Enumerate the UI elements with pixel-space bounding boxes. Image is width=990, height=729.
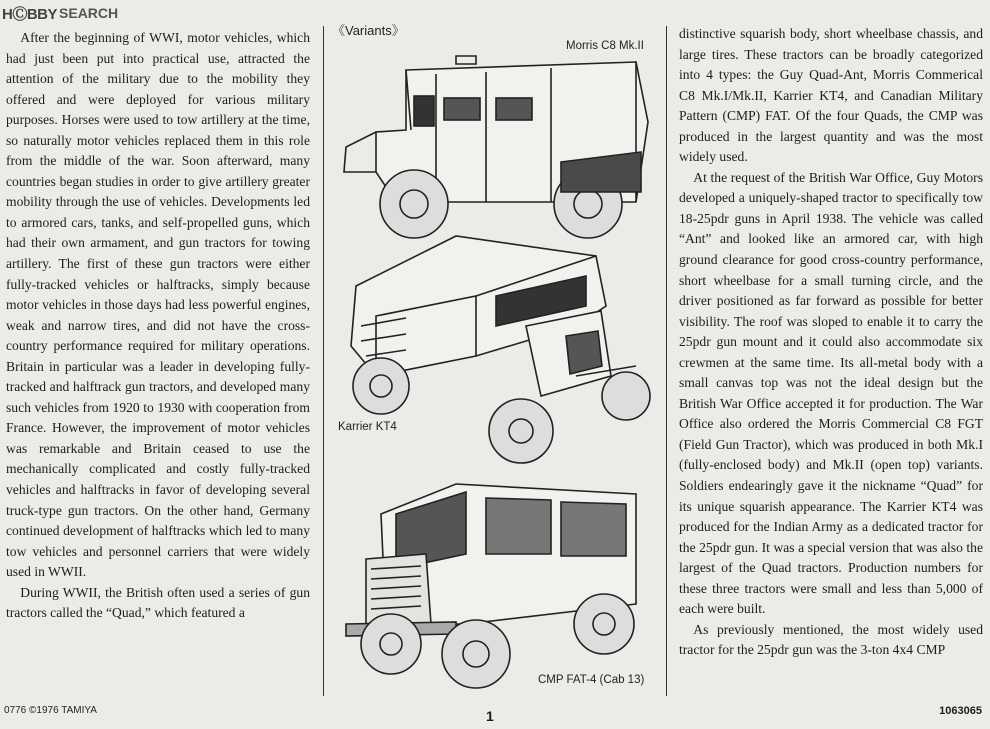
paragraph: After the beginning of WWI, motor vehicles, which had just been put into practical use, attracted the attention of the military due to the mobility they offered and were deployed for various military purposes. Horses were used to tow artillery at the time, so naturally motor vehicles replaced them in this role from the middle of the war. Soon afterward, many countries began studies in order to give artillery greater mobility through the use of vehicles. Developments led to armored cars, tanks, and self-propelled guns, which had their own armament, and gun tractors for towing artillery. The first of these gun tractors were either fully-tracked vehicles or halftracks, simply because motor vehicles in those days had less powerful engines, weak and narrow tires, and did not have the cross-country performance required for military operations. Britain in particular was a leader in developing fully-tracked and halftrack gun tractors, and developed many such vehicles from 1920 to 1930 with cooperation from France. However, the improvement of motor vehicles was remarkable and Britain ceased to use the mechanically complicated and costly fully-tracked vehicles and halftracks in favor of developing several truck-type gun tractors. On the other hand, Germany continued development of halftracks which led to many tow vehicles and personnel carriers that were widely used in WWII.	[6, 30, 310, 580]
watermark-text: SEARCH	[59, 5, 119, 21]
column-divider	[666, 26, 667, 696]
variants-heading: 《Variants》	[332, 23, 405, 38]
paragraph: As previously mentioned, the most widely used tractor for the 25pdr gun was the 3-ton 4x4 CMP	[679, 621, 983, 658]
right-text-column	[679, 24, 983, 661]
paragraph: During WWII, the British often used a series of gun tractors called the “Quad,” which featured a	[6, 584, 310, 621]
footer-copyright: 0776 ©1976 TAMIYA	[4, 705, 97, 716]
cmp-fat4-illustration	[336, 474, 656, 694]
caption-morris-c8: Morris C8 Mk.II	[566, 40, 644, 52]
variants-illustrations	[330, 18, 660, 698]
caption-karrier-kt4: Karrier KT4	[338, 421, 397, 433]
watermark-logo: HⒸBBY	[2, 5, 58, 23]
column-divider	[323, 26, 324, 696]
morris-c8-illustration	[336, 52, 656, 242]
hobbysearch-watermark	[2, 4, 118, 22]
paragraph: distinctive squarish body, short wheelbase chassis, and large tires. These tractors can be broadly categorized into 4 types: the Guy Quad-Ant, Morris Commerical C8 Mk.I/Mk.II, Karrier KT4, and Canadian Military Pattern (CMP) FAT. Of the four Quads, the CMP was produced in the largest quantity and was the most widely used.	[679, 26, 983, 165]
footer-code: 1063065	[939, 705, 982, 717]
paragraph: At the request of the British War Office, Guy Motors developed a uniquely-shaped tractor to specifically tow 18-25pdr guns in April 1938. The vehicle was called “Ant” and looked like an armored car, with high ground clearance for good cross-country performance, short wheelbase for a small turning circle, and the driver positioned as far forward as possible for better visibility. The roof was sloped to enable it to carry the 25pdr gun mount and it could also accommodate six crewmen at the same time. Its all-metal body with a small canvas top was not the ideal design but the British War Office accepted it for production. The War Office also ordered the Morris Commercial C8 FGT (Field Gun Tractor), which was produced in both Mk.I (fully-enclosed body) and Mk.II (open top) variants. Soldiers endearingly gave it the nickname “Quad” for its unique squarish appearance. The Karrier KT4 was produced for the Indian Army as a dedicated tractor for the 25pdr gun. It was a special version that was also the largest of the Quad tractors. Production numbers for these three tractors were small and less than 5,000 of each were built.	[679, 169, 983, 617]
left-text-column	[6, 28, 310, 624]
page-number: 1	[486, 708, 494, 724]
caption-cmp-fat4: CMP FAT-4 (Cab 13)	[538, 674, 645, 686]
